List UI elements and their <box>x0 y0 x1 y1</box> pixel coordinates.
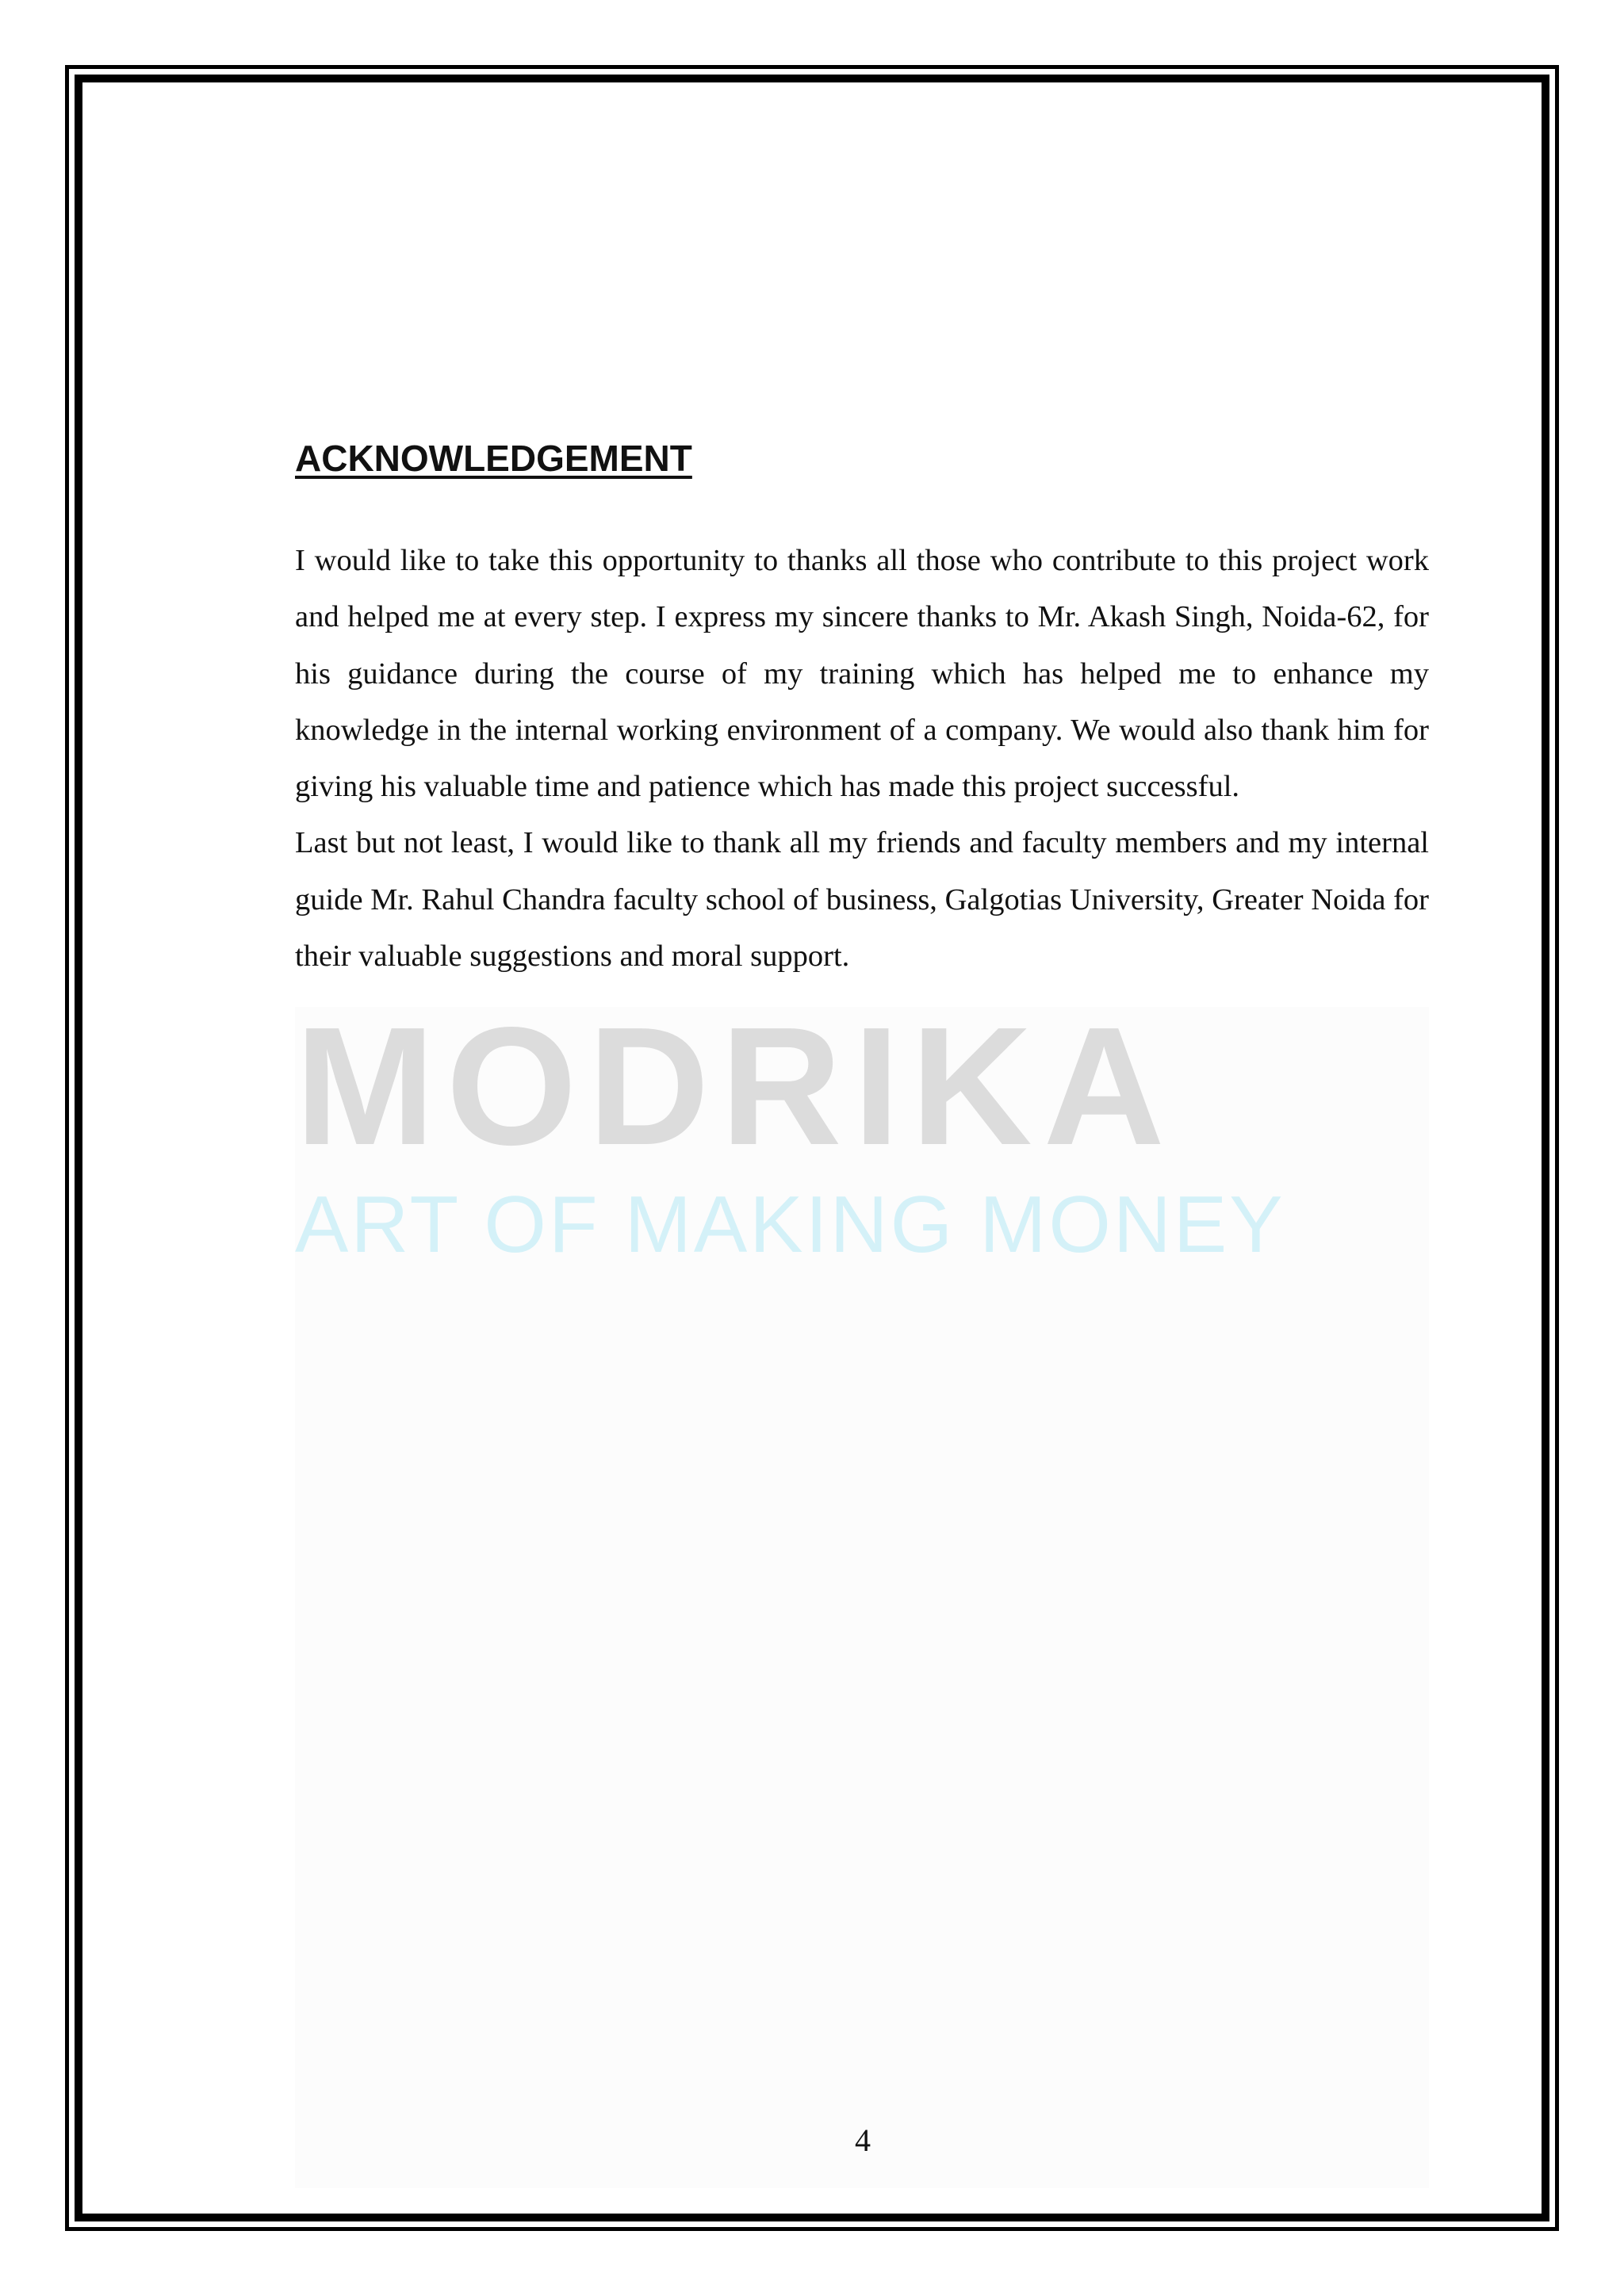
acknowledgement-body <box>295 533 1429 985</box>
page-title: ACKNOWLEDGEMENT <box>295 438 692 479</box>
page-number: 4 <box>855 2122 871 2158</box>
paragraph-1: I would like to take this opportunity to thanks all those who contribute to this project work and helped me at every step. I express my sincere thanks to Mr. Akash Singh, Noida-62, for his guidance during the course of my training which has helped me to enhance my knowledge in the internal working environment of a company. We would also thank him for giving his valuable time and patience which has made this project successful. <box>295 544 1429 804</box>
paragraph-2: Last but not least, I would like to thank all my friends and faculty members and my internal guide Mr. Rahul Chandra faculty school of business, Galgotias University, Greater Noida for their valuable suggestions and moral support. <box>295 826 1429 974</box>
watermark-tagline: ART OF MAKING MONEY <box>295 1181 1285 1269</box>
watermark-logo-text: MODRIKA <box>295 992 1176 1180</box>
